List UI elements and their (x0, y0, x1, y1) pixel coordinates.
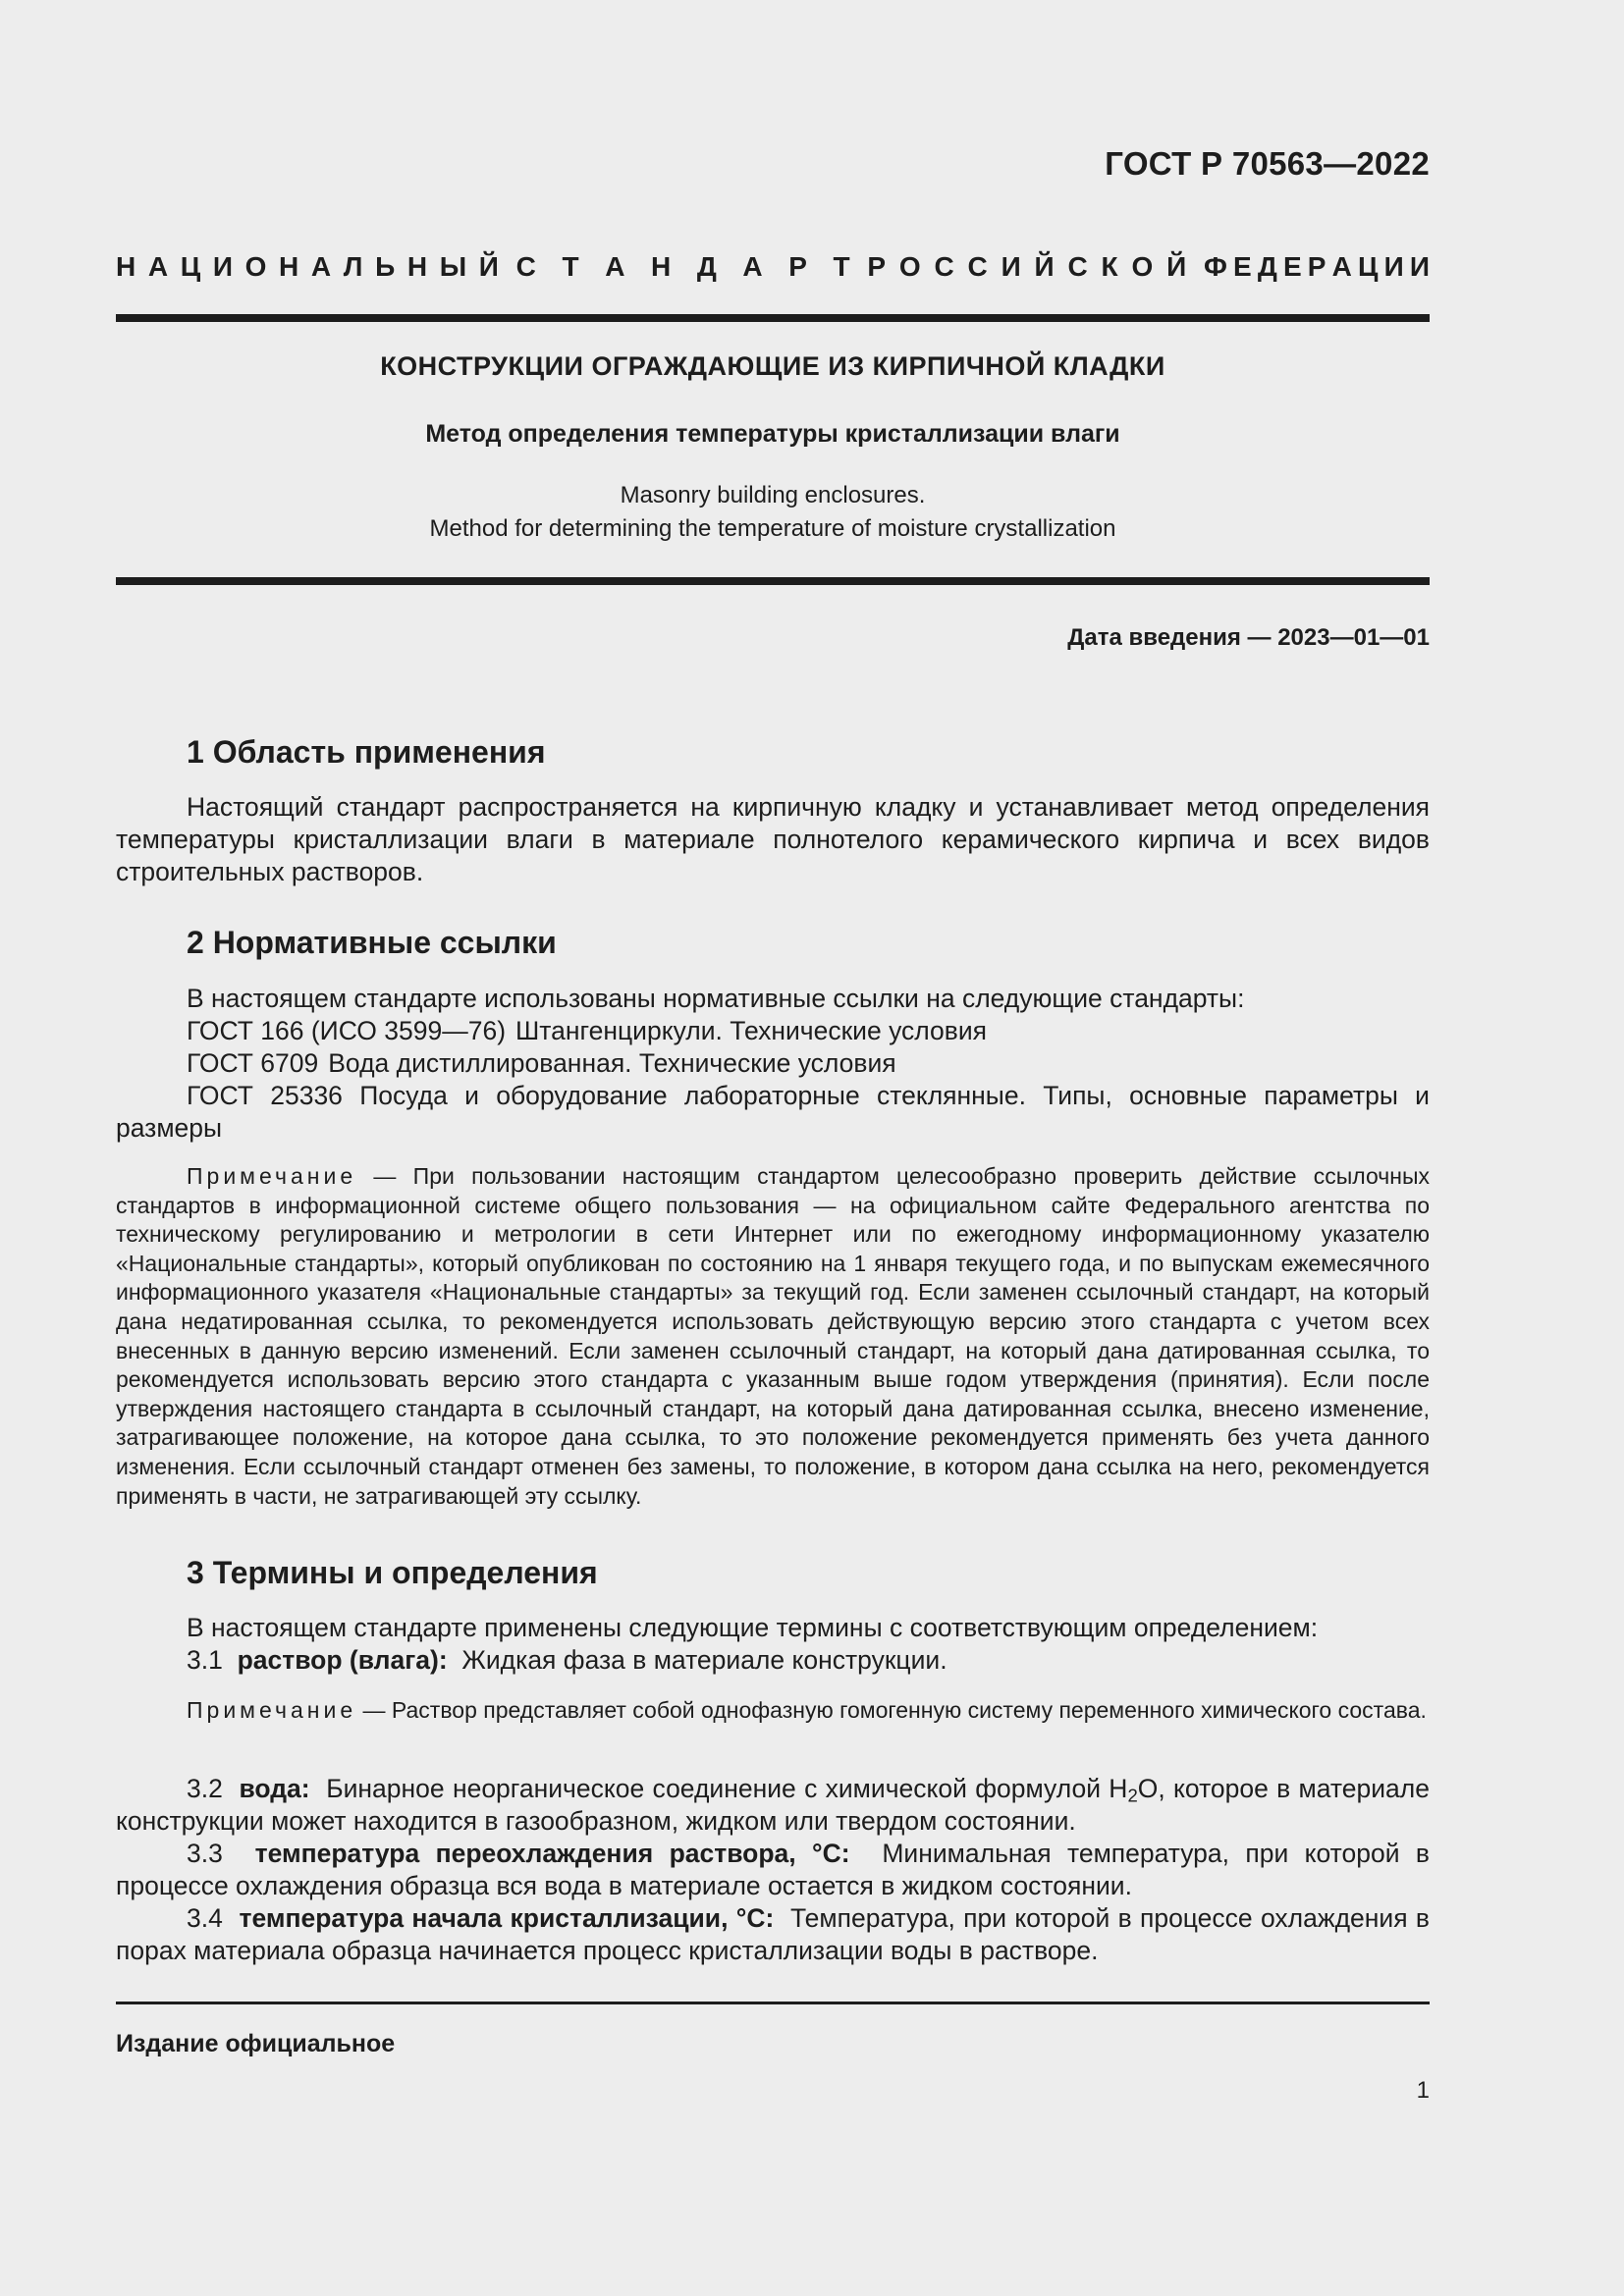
term-name: температура начала кристаллизации, °С: (239, 1903, 775, 1933)
banner-letter: К (1101, 251, 1118, 282)
national-standard-banner (116, 251, 1430, 283)
banner-letter: С (967, 251, 988, 282)
ref-item (116, 1047, 1430, 1080)
term-3-3 (116, 1838, 1430, 1902)
section-1-heading: 1 Область применения (187, 734, 546, 770)
banner-word-4 (1204, 251, 1430, 283)
banner-letter: Д (1257, 251, 1277, 282)
section-3-note (116, 1696, 1430, 1726)
banner-letter: Й (478, 251, 499, 282)
note-text: — Раствор представляет собой однофазную гомогенную систему переменного химического состава. (356, 1697, 1427, 1723)
banner-letter: Т (833, 251, 850, 282)
banner-letter: Р (1307, 251, 1326, 282)
english-title-line-1: Masonry building enclosures. (620, 482, 926, 508)
banner-letter: О (244, 251, 267, 282)
term-number: 3.1 (187, 1645, 223, 1675)
term-name: температура переохлаждения раствора, °С: (254, 1839, 850, 1868)
term-number: 3.2 (187, 1774, 223, 1803)
official-edition-label: Издание официальное (116, 2030, 396, 2057)
section-2-text (116, 983, 1430, 1145)
term-definition-part-a: Бинарное неорганическое соединение с химической формулой H (326, 1774, 1128, 1803)
banner-letter: С (1067, 251, 1088, 282)
banner-letter: Д (696, 251, 717, 282)
ref-code: ГОСТ 166 (ИСО 3599—76) (187, 1016, 507, 1045)
banner-letter: Н (279, 251, 299, 282)
ref-title: Посуда и оборудование лабораторные стеклянные. Типы, основные параметры и размеры (116, 1081, 1430, 1143)
section-1-text (116, 791, 1430, 888)
banner-letter: О (1131, 251, 1154, 282)
section-1-paragraph: Настоящий стандарт распространяется на кирпичную кладку и устанавливает метод определения температуры кристаллизации влаги в материале полнотелого керамического кирпича и всех видов строительных растворов. (116, 792, 1430, 886)
formula-subscript: 2 (1127, 1785, 1138, 1806)
term-number: 3.4 (187, 1903, 223, 1933)
banner-letter: Ц (180, 251, 201, 282)
banner-letter: Ь (375, 251, 396, 282)
banner-letter: А (147, 251, 169, 282)
banner-letter: Н (406, 251, 428, 282)
english-title-line-2: Method for determining the temperature of moisture crystallization (429, 515, 1116, 542)
note-label: Примечание (187, 1163, 357, 1189)
banner-letter: Ы (439, 251, 467, 282)
banner-letter: Е (1282, 251, 1302, 282)
term-definition-part-b: O, которое в материале конструкции может находится в газообразном, жидком или твердом состоянии. (116, 1774, 1430, 1836)
footer-rule (116, 2002, 1430, 2004)
banner-letter: Ц (1357, 251, 1379, 282)
banner-letter: Р (788, 251, 807, 282)
section-2-heading: 2 Нормативные ссылки (187, 925, 557, 960)
english-title (116, 479, 1430, 546)
banner-letter: И (1409, 251, 1430, 282)
note-text: — При пользовании настоящим стандартом целесообразно проверить действие ссылочных стандартов в информационной системе общего пользования — на официальном сайте Федерального агентства по техническому регулированию и метрологии в сети Интернет или по ежегодному информационному указателю «Национальные стандарты», который опубликован по состоянию на 1 января текущего года, и по выпускам ежемесячного информационного указателя «Национальные стандарты» за текущий год. Если заменен ссылочный стандарт, на который дана недатированная ссылка, то рекомендуется использовать действующую версию этого стандарта с учетом всех внесенных в данную версию изменений. Если заменен ссылочный стандарт, на который дана датированная ссылка, то рекомендуется использовать версию этого стандарта с указанным выше годом утверждения (принятия). Если после утверждения настоящего стандарта в ссылочный стандарт, на который дана датированная ссылка, внесено изменение, затрагивающее положение, на которое дана ссылка, то это положение рекомендуется применять без учета данного изменения. Если ссылочный стандарт отменен без замены, то положение, в котором дана ссылка на него, рекомендуется применять в части, не затрагивающей эту ссылку. (116, 1163, 1430, 1509)
section-2-note (116, 1162, 1430, 1511)
ref-code: ГОСТ 6709 (187, 1048, 319, 1078)
gost-code: ГОСТ Р 70563—2022 (1105, 145, 1430, 182)
page-number: 1 (1416, 2077, 1430, 2104)
term-3-4 (116, 1902, 1430, 1967)
banner-letter: Р (867, 251, 886, 282)
term-definition: Минимальная температура, при которой в процессе охлаждения образца вся вода в материале остается в жидком состоянии. (116, 1839, 1430, 1900)
section-3-lead: В настоящем стандарте применены следующие термины с соответствующим определением: (187, 1613, 1319, 1642)
section-3-text (116, 1612, 1430, 1677)
banner-word-2 (516, 251, 850, 283)
banner-word-3 (867, 251, 1186, 283)
note-label: Примечание (187, 1697, 357, 1723)
ref-item (116, 1015, 1430, 1047)
term-3-1 (116, 1644, 1430, 1677)
banner-letter: И (1001, 251, 1021, 282)
term-3-2 (116, 1773, 1430, 1838)
ref-code: ГОСТ 25336 (187, 1081, 343, 1110)
introduction-date: Дата введения — 2023—01—01 (1067, 624, 1430, 651)
section-2-lead: В настоящем стандарте использованы нормативные ссылки на следующие стандарты: (187, 984, 1245, 1013)
section-3-terms (116, 1773, 1430, 1967)
ref-item-wrapped (116, 1080, 1430, 1145)
term-name: вода: (239, 1774, 310, 1803)
banner-letter: Й (1166, 251, 1187, 282)
banner-letter: Т (562, 251, 579, 282)
banner-letter: Л (343, 251, 363, 282)
title-bottom-rule (116, 577, 1430, 585)
section-3-note-paragraph (116, 1696, 1430, 1726)
document-subtitle: Метод определения температуры кристаллизации влаги (425, 420, 1120, 448)
banner-letter: С (934, 251, 954, 282)
banner-letter: О (898, 251, 921, 282)
banner-letter: А (1331, 251, 1352, 282)
term-number: 3.3 (187, 1839, 223, 1868)
banner-letter: А (605, 251, 625, 282)
banner-letter: Ф (1203, 251, 1227, 282)
section-2-note-paragraph (116, 1162, 1430, 1511)
term-name: раствор (влага): (237, 1645, 448, 1675)
term-definition: Жидкая фаза в материале конструкции. (461, 1645, 947, 1675)
banner-word-1 (116, 251, 499, 283)
banner-letter: И (1383, 251, 1404, 282)
term-definition: Температура, при которой в процессе охлаждения в порах материала образца начинается процесс кристаллизации воды в растворе. (116, 1903, 1430, 1965)
banner-letter: Н (651, 251, 672, 282)
banner-letter: И (212, 251, 233, 282)
banner-letter: Й (1034, 251, 1055, 282)
top-rule (116, 314, 1430, 322)
banner-letter: С (515, 251, 536, 282)
banner-letter: А (310, 251, 332, 282)
banner-letter: А (742, 251, 763, 282)
banner-letter: Н (116, 251, 136, 282)
section-3-heading: 3 Термины и определения (187, 1555, 598, 1590)
document-title: КОНСТРУКЦИИ ОГРАЖДАЮЩИЕ ИЗ КИРПИЧНОЙ КЛАДКИ (380, 351, 1165, 381)
ref-title: Вода дистиллированная. Технические условия (328, 1048, 896, 1078)
ref-title: Штангенциркули. Технические условия (515, 1016, 988, 1045)
banner-letter: Е (1233, 251, 1252, 282)
